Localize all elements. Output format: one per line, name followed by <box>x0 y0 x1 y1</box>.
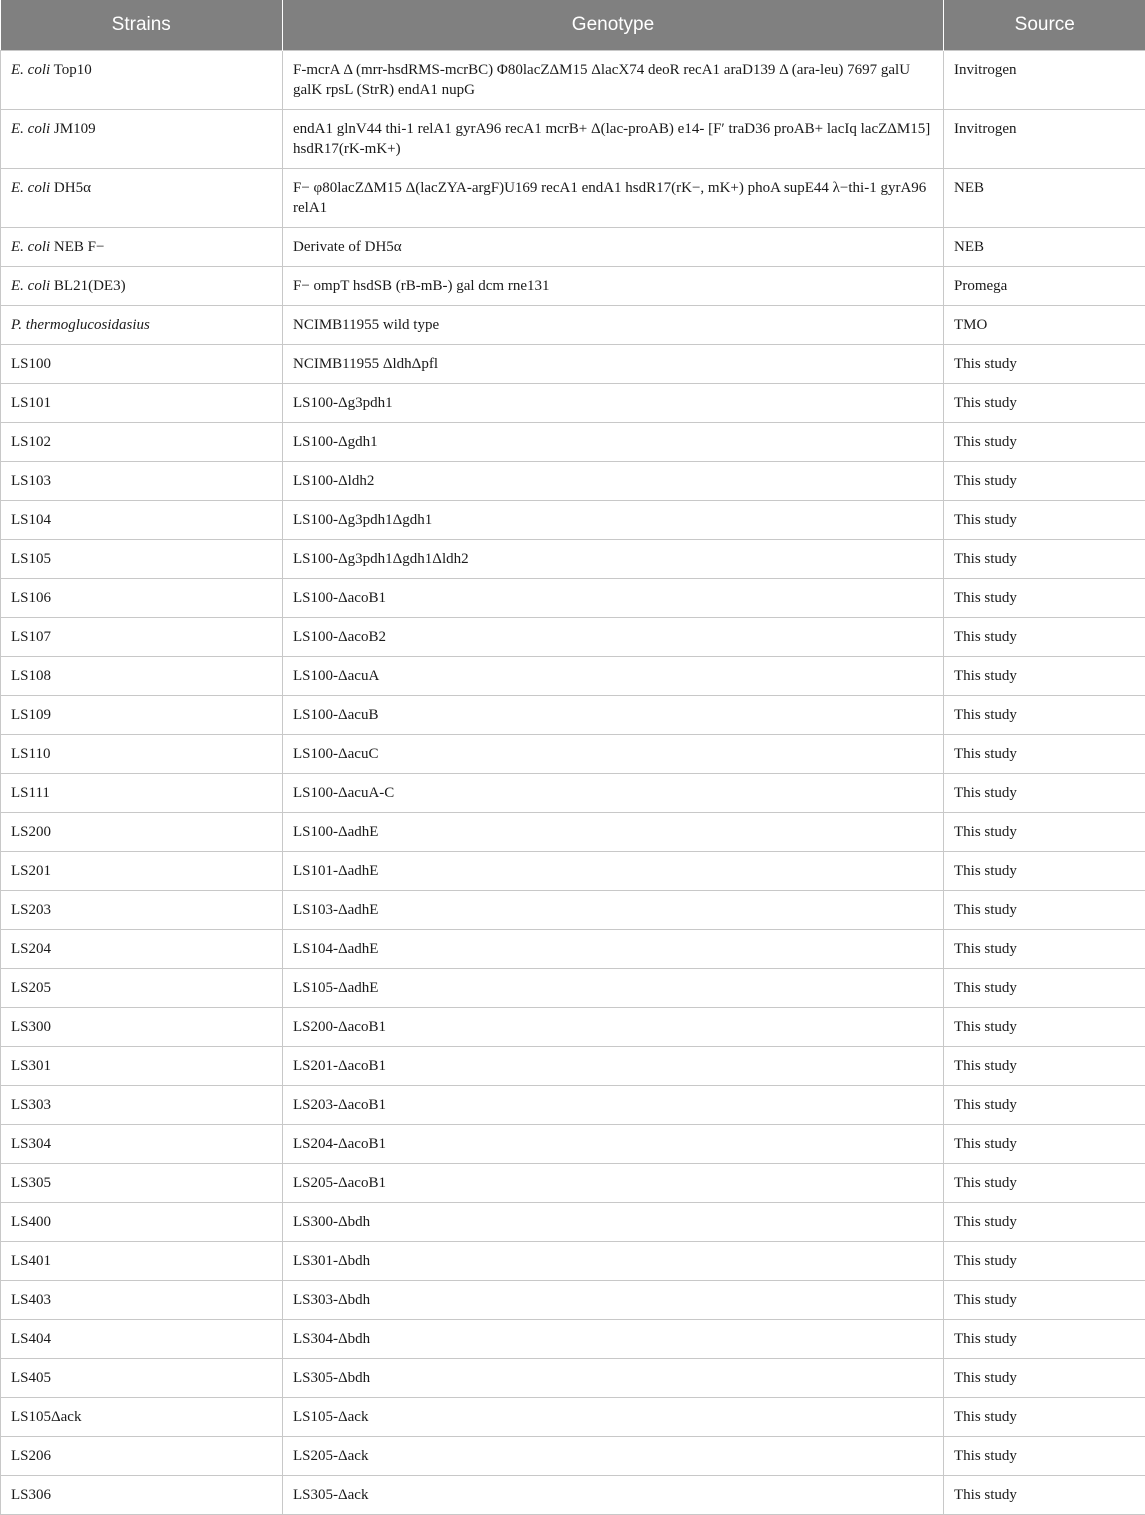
strain-cell: LS304 <box>1 1125 283 1164</box>
header-genotype: Genotype <box>283 0 944 51</box>
genotype-cell: LS101-ΔadhE <box>283 852 944 891</box>
genotype-cell: LS105-Δack <box>283 1398 944 1437</box>
genotype-cell: LS100-ΔacoB1 <box>283 579 944 618</box>
table-row <box>1 1437 1145 1476</box>
genotype-cell: LS100-Δgdh1 <box>283 423 944 462</box>
strain-cell: LS101 <box>1 384 283 423</box>
table-row <box>1 423 1145 462</box>
strain-cell: LS303 <box>1 1086 283 1125</box>
strain-cell: LS110 <box>1 735 283 774</box>
table-row <box>1 1281 1145 1320</box>
source-cell: This study <box>944 969 1145 1008</box>
source-cell: This study <box>944 1125 1145 1164</box>
genotype-cell: LS205-Δack <box>283 1437 944 1476</box>
table-row <box>1 1008 1145 1047</box>
table-row <box>1 813 1145 852</box>
source-cell: This study <box>944 501 1145 540</box>
table-row <box>1 540 1145 579</box>
table-row <box>1 1242 1145 1281</box>
table-row <box>1 1125 1145 1164</box>
source-cell: This study <box>944 423 1145 462</box>
strain-cell: LS108 <box>1 657 283 696</box>
source-cell: This study <box>944 774 1145 813</box>
strain-cell: LS205 <box>1 969 283 1008</box>
source-cell: This study <box>944 1476 1145 1515</box>
strain-cell: E. coli BL21(DE3) <box>1 267 283 306</box>
strain-cell: E. coli NEB F− <box>1 228 283 267</box>
table-row <box>1 891 1145 930</box>
genotype-cell: LS100-Δg3pdh1Δgdh1 <box>283 501 944 540</box>
source-cell: This study <box>944 579 1145 618</box>
table-row <box>1 618 1145 657</box>
table-row <box>1 228 1145 267</box>
source-cell: This study <box>944 696 1145 735</box>
strain-cell: LS200 <box>1 813 283 852</box>
table-row <box>1 306 1145 345</box>
genotype-cell: LS100-ΔadhE <box>283 813 944 852</box>
source-cell: This study <box>944 384 1145 423</box>
genotype-cell: LS100-ΔacuB <box>283 696 944 735</box>
table-row <box>1 1047 1145 1086</box>
strain-cell: E. coli DH5α <box>1 169 283 228</box>
strain-cell: LS404 <box>1 1320 283 1359</box>
strain-cell: LS401 <box>1 1242 283 1281</box>
table-row <box>1 657 1145 696</box>
table-row <box>1 51 1145 110</box>
source-cell: This study <box>944 618 1145 657</box>
source-cell: This study <box>944 345 1145 384</box>
genotype-cell: F-mcrA Δ (mrr-hsdRMS-mcrBC) Φ80lacZΔM15 ΔlacX74 deoR recA1 araD139 Δ (ara-leu) 7697 galU galK rpsL (StrR) endA1 nupG <box>283 51 944 110</box>
genotype-cell: LS100-Δldh2 <box>283 462 944 501</box>
source-cell: This study <box>944 1164 1145 1203</box>
strain-cell: LS105Δack <box>1 1398 283 1437</box>
table-row <box>1 1086 1145 1125</box>
strain-cell: LS100 <box>1 345 283 384</box>
table-row <box>1 110 1145 169</box>
genotype-cell: LS300-Δbdh <box>283 1203 944 1242</box>
table-row <box>1 1320 1145 1359</box>
strain-cell: LS102 <box>1 423 283 462</box>
table-row <box>1 579 1145 618</box>
strain-cell: LS107 <box>1 618 283 657</box>
genotype-cell: LS104-ΔadhE <box>283 930 944 969</box>
table-body <box>1 51 1145 1515</box>
strain-cell: LS305 <box>1 1164 283 1203</box>
strain-cell: LS111 <box>1 774 283 813</box>
source-cell: This study <box>944 1086 1145 1125</box>
genotype-cell: NCIMB11955 wild type <box>283 306 944 345</box>
strain-cell: E. coli JM109 <box>1 110 283 169</box>
genotype-cell: LS200-ΔacoB1 <box>283 1008 944 1047</box>
table-row <box>1 852 1145 891</box>
genotype-cell: LS100-Δg3pdh1Δgdh1Δldh2 <box>283 540 944 579</box>
genotype-cell: LS201-ΔacoB1 <box>283 1047 944 1086</box>
source-cell: This study <box>944 1281 1145 1320</box>
strain-cell: LS206 <box>1 1437 283 1476</box>
table-row <box>1 696 1145 735</box>
source-cell: This study <box>944 462 1145 501</box>
strain-cell: LS109 <box>1 696 283 735</box>
table-row <box>1 345 1145 384</box>
genotype-cell: LS303-Δbdh <box>283 1281 944 1320</box>
genotype-cell: F− ompT hsdSB (rB-mB-) gal dcm rne131 <box>283 267 944 306</box>
header-strains: Strains <box>1 0 283 51</box>
source-cell: This study <box>944 540 1145 579</box>
table-row <box>1 1164 1145 1203</box>
strain-cell: LS103 <box>1 462 283 501</box>
strain-cell: LS105 <box>1 540 283 579</box>
source-cell: This study <box>944 852 1145 891</box>
source-cell: This study <box>944 813 1145 852</box>
source-cell: NEB <box>944 228 1145 267</box>
strain-cell: P. thermoglucosidasius <box>1 306 283 345</box>
genotype-cell: LS203-ΔacoB1 <box>283 1086 944 1125</box>
table-row <box>1 969 1145 1008</box>
genotype-cell: LS304-Δbdh <box>283 1320 944 1359</box>
genotype-cell: LS100-ΔacuC <box>283 735 944 774</box>
header-row <box>1 0 1145 51</box>
source-cell: TMO <box>944 306 1145 345</box>
table-row <box>1 1359 1145 1398</box>
source-cell: This study <box>944 1008 1145 1047</box>
genotype-cell: Derivate of DH5α <box>283 228 944 267</box>
genotype-cell: endA1 glnV44 thi-1 relA1 gyrA96 recA1 mcrB+ Δ(lac-proAB) e14- [F′ traD36 proAB+ lacIq lacZΔM15] hsdR17(rK-mK+) <box>283 110 944 169</box>
source-cell: Invitrogen <box>944 110 1145 169</box>
genotype-cell: LS301-Δbdh <box>283 1242 944 1281</box>
genotype-cell: LS205-ΔacoB1 <box>283 1164 944 1203</box>
table-row <box>1 1398 1145 1437</box>
table-row <box>1 169 1145 228</box>
table-row <box>1 774 1145 813</box>
table-row <box>1 930 1145 969</box>
strain-cell: LS403 <box>1 1281 283 1320</box>
source-cell: NEB <box>944 169 1145 228</box>
table-row <box>1 501 1145 540</box>
table-row <box>1 384 1145 423</box>
genotype-cell: LS204-ΔacoB1 <box>283 1125 944 1164</box>
header-source: Source <box>944 0 1145 51</box>
source-cell: This study <box>944 1047 1145 1086</box>
genotype-cell: NCIMB11955 ΔldhΔpfl <box>283 345 944 384</box>
genotype-cell: LS100-ΔacuA-C <box>283 774 944 813</box>
source-cell: This study <box>944 891 1145 930</box>
source-cell: This study <box>944 1359 1145 1398</box>
genotype-cell: F− φ80lacZΔM15 Δ(lacZYA-argF)U169 recA1 endA1 hsdR17(rK−, mK+) phoA supE44 λ−thi-1 gyrA96 relA1 <box>283 169 944 228</box>
strain-cell: LS203 <box>1 891 283 930</box>
strain-cell: LS300 <box>1 1008 283 1047</box>
strain-cell: LS306 <box>1 1476 283 1515</box>
source-cell: This study <box>944 1242 1145 1281</box>
source-cell: This study <box>944 735 1145 774</box>
source-cell: Promega <box>944 267 1145 306</box>
strain-cell: LS405 <box>1 1359 283 1398</box>
genotype-cell: LS100-ΔacuA <box>283 657 944 696</box>
source-cell: This study <box>944 657 1145 696</box>
table-row <box>1 1476 1145 1515</box>
strain-cell: LS301 <box>1 1047 283 1086</box>
genotype-cell: LS100-ΔacoB2 <box>283 618 944 657</box>
table-row <box>1 462 1145 501</box>
source-cell: This study <box>944 1203 1145 1242</box>
strain-cell: LS104 <box>1 501 283 540</box>
source-cell: Invitrogen <box>944 51 1145 110</box>
strain-cell: LS201 <box>1 852 283 891</box>
strain-cell: E. coli Top10 <box>1 51 283 110</box>
table-row <box>1 735 1145 774</box>
genotype-cell: LS103-ΔadhE <box>283 891 944 930</box>
source-cell: This study <box>944 930 1145 969</box>
source-cell: This study <box>944 1320 1145 1359</box>
table-row <box>1 267 1145 306</box>
genotype-cell: LS305-Δack <box>283 1476 944 1515</box>
genotype-cell: LS105-ΔadhE <box>283 969 944 1008</box>
source-cell: This study <box>944 1437 1145 1476</box>
genotype-cell: LS100-Δg3pdh1 <box>283 384 944 423</box>
genotype-cell: LS305-Δbdh <box>283 1359 944 1398</box>
strain-cell: LS204 <box>1 930 283 969</box>
strain-cell: LS106 <box>1 579 283 618</box>
source-cell: This study <box>944 1398 1145 1437</box>
strain-cell: LS400 <box>1 1203 283 1242</box>
table-row <box>1 1203 1145 1242</box>
